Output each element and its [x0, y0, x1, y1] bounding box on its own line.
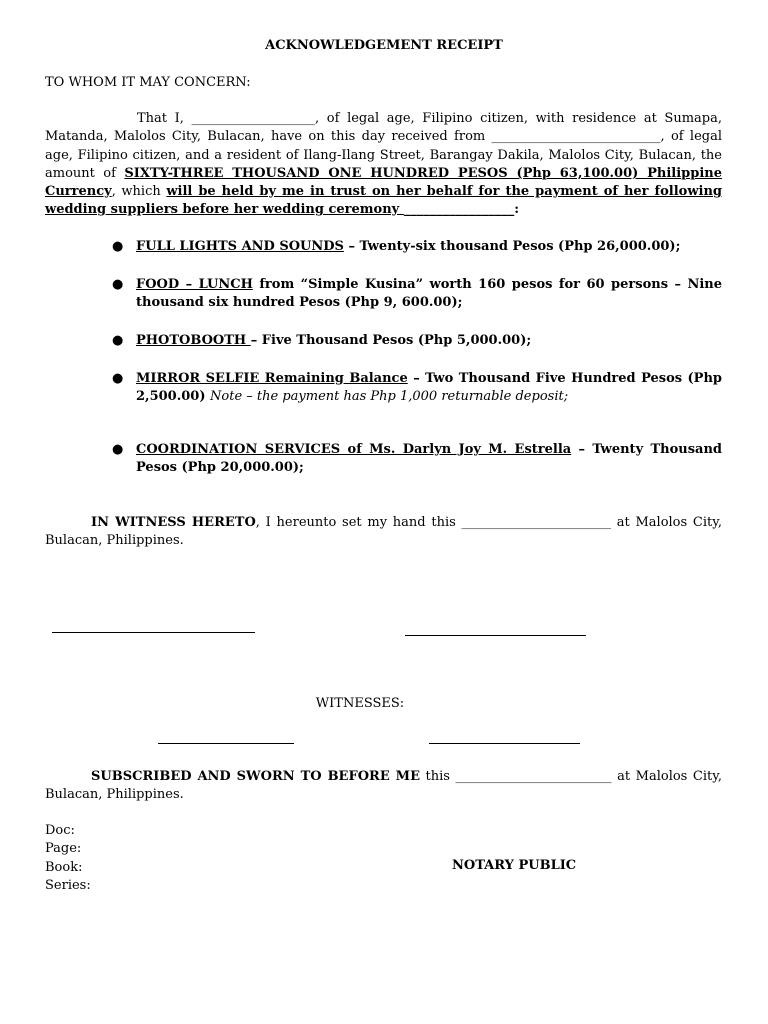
- item-head: FOOD – LUNCH: [136, 277, 253, 292]
- sworn-heading: SUBSCRIBED AND SWORN TO BEFORE ME: [91, 769, 420, 784]
- witness-heading: IN WITNESS HERETO: [91, 515, 256, 530]
- body-text-start: That I,: [137, 111, 192, 126]
- notarial-fields: [45, 822, 91, 895]
- notary-public-label: NOTARY PUBLIC: [452, 858, 577, 873]
- signature-line-left: [52, 632, 255, 633]
- witness-location: at Malolos City, Bulacan, Philippines.: [45, 515, 722, 549]
- bullet-icon: ●: [112, 239, 124, 254]
- item-tail: from “Simple Kusina” worth 160 pesos for 60 persons – Nine thousand six hundred Pesos (Php 9, 600.00);: [136, 277, 723, 311]
- signature-line-right: [405, 635, 586, 636]
- item-tail: – Two Thousand Five Hundred Pesos (Php 2,500.00): [136, 371, 722, 405]
- trust-colon: :: [514, 202, 520, 218]
- witness-date-blank: _______________________: [461, 515, 612, 530]
- item-head: FULL LIGHTS AND SOUNDS: [136, 239, 344, 254]
- item-note: Note – the payment has Php 1,000 returnable deposit;: [210, 389, 569, 405]
- document-title: ACKNOWLEDGEMENT RECEIPT: [265, 38, 503, 53]
- book-field: Book:: [45, 859, 83, 875]
- item-head: COORDINATION SERVICES of Ms. Darlyn Joy M. Estrella: [136, 442, 572, 457]
- witness-line-right: [429, 743, 580, 744]
- page-field: Page:: [45, 841, 82, 857]
- salutation: TO WHOM IT MAY CONCERN:: [45, 75, 251, 90]
- item-tail: – Twenty-six thousand Pesos (Php 26,000.00);: [343, 239, 681, 254]
- trust-text: will be held by me in trust on her behalf for the payment of her following wedding suppliers before her wedding ceremony: [45, 184, 722, 218]
- sworn-date-blank: ________________________: [455, 769, 612, 784]
- bullet-icon: ●: [112, 277, 124, 292]
- sworn-location: at Malolos City, Bulacan, Philippines.: [45, 769, 722, 803]
- bullet-icon: ●: [112, 333, 124, 348]
- witness-paragraph: [45, 514, 722, 551]
- sworn-paragraph: [45, 768, 722, 805]
- witnesses-label: WITNESSES:: [315, 696, 405, 711]
- amount-text: SIXTY-THREE THOUSAND ONE HUNDRED PESOS (Php 63,100.00) Philippine Currency: [45, 165, 722, 200]
- body-text-residence: , of legal age, Filipino citizen, with residence at Sumapa, Matanda, Malolos City, Bulacan, have on this day received from: [45, 111, 722, 145]
- doc-field: Doc:: [45, 823, 75, 838]
- item-tail: – Twenty Thousand Pesos (Php 20,000.00);: [136, 442, 723, 476]
- item-head: MIRROR SELFIE Remaining Balance: [136, 371, 408, 386]
- recipient-name-blank: ___________________: [191, 111, 316, 126]
- bullet-icon: ●: [112, 371, 124, 386]
- body-paragraph: [45, 110, 722, 220]
- item-tail: – Five Thousand Pesos (Php 5,000.00);: [250, 333, 532, 348]
- body-text-which: , which: [111, 184, 167, 200]
- ceremony-date-blank: _________________: [403, 202, 515, 218]
- bullet-icon: ●: [112, 442, 124, 457]
- body-text-giver: , of legal age, Filipino citizen, and a resident of Ilang-Ilang Street, Barangay Dakila, Malolos City, Bulacan, the amount of: [45, 129, 722, 181]
- item-head: PHOTOBOOTH: [136, 333, 251, 348]
- giver-name-blank: __________________________: [491, 129, 661, 145]
- series-field: Series:: [45, 877, 91, 893]
- witness-text: , I hereunto set my hand this: [255, 515, 462, 530]
- sworn-text: this: [419, 769, 456, 784]
- witness-line-left: [158, 743, 294, 744]
